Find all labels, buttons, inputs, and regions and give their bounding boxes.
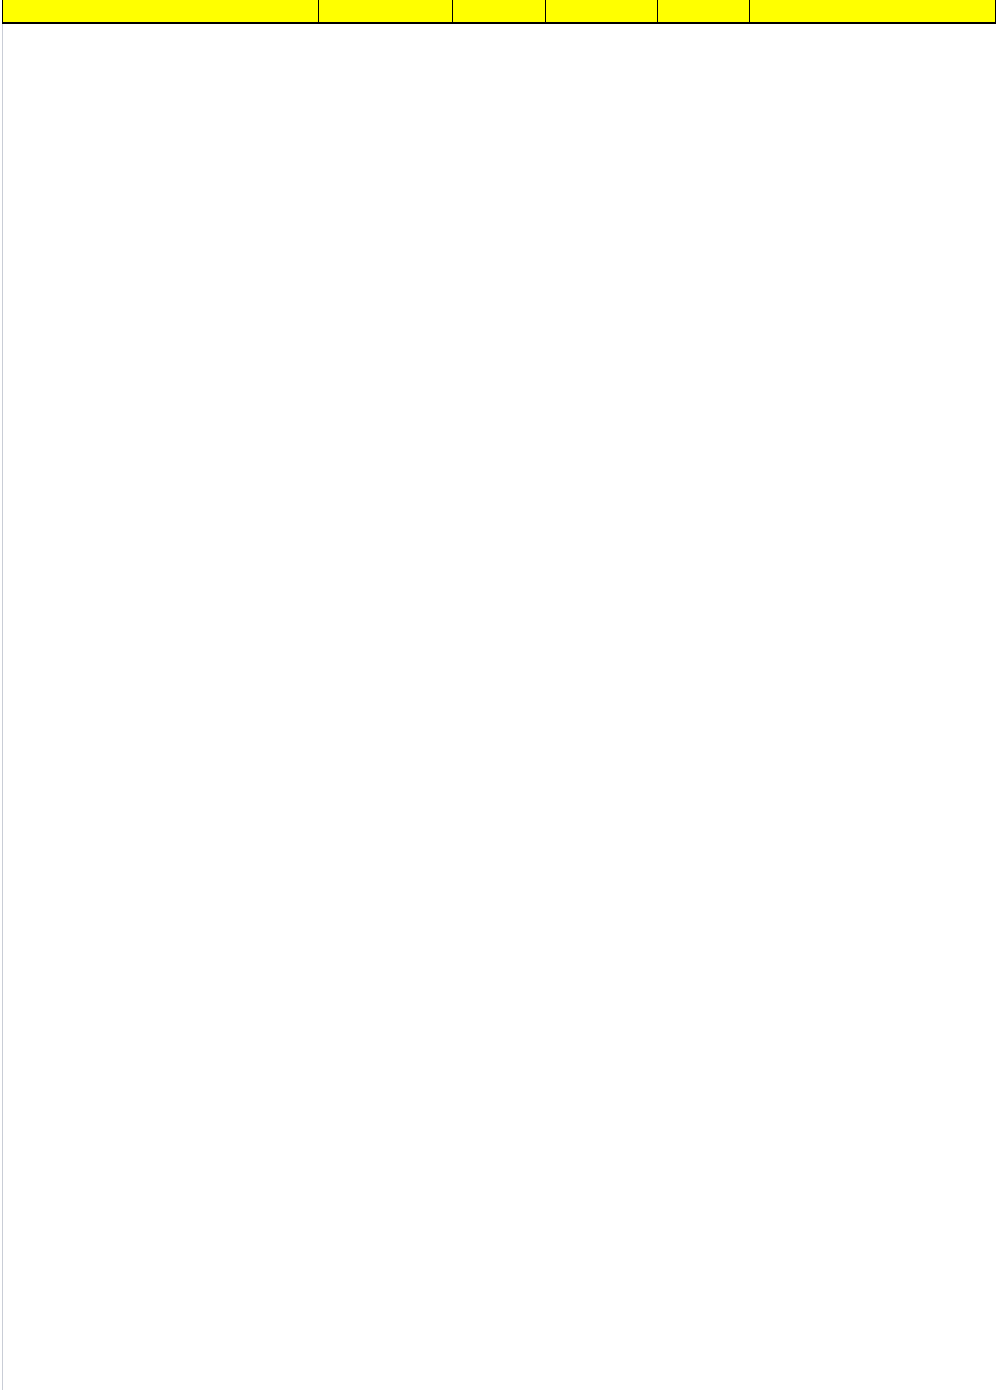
header-cell-exam[interactable]: [658, 0, 750, 24]
header-cell-plan[interactable]: [3, 0, 319, 24]
table-header-row: [3, 0, 996, 24]
header-cell-reg[interactable]: [546, 0, 658, 24]
header-cell-file[interactable]: [319, 0, 453, 24]
header-cell-count[interactable]: [453, 0, 547, 24]
sheet-edge-gridline: [2, 0, 3, 1390]
recruitment-table: [2, 0, 996, 24]
header-cell-subject[interactable]: [750, 0, 996, 24]
